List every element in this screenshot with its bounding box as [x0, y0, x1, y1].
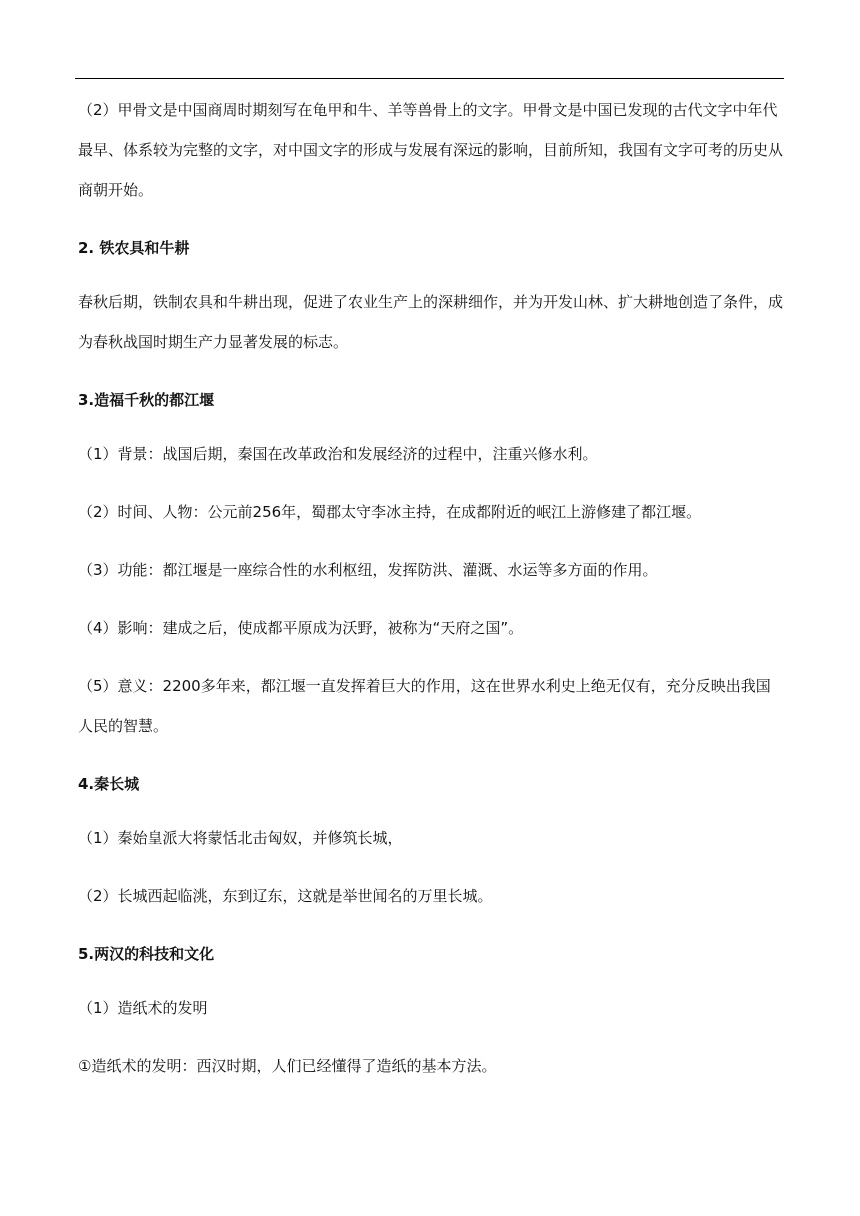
header-rule: [75, 78, 784, 79]
document-body: [78, 90, 784, 1104]
heading-dujiangyan: 3.造福千秋的都江堰: [78, 391, 215, 409]
paragraph-papermaking-title: （1）造纸术的发明: [78, 999, 208, 1017]
paragraph-great-wall-2: （2）长城西起临洮，东到辽东，这就是举世闻名的万里长城。: [78, 887, 493, 905]
paragraph-dujiangyan-function: （3）功能：都江堰是一座综合性的水利枢纽，发挥防洪、灌溉、水运等多方面的作用。: [78, 561, 658, 579]
paragraph-dujiangyan-time: （2）时间、人物：公元前256年，蜀郡太守李冰主持，在成都附近的岷江上游修建了都江堰。: [78, 503, 702, 521]
paragraph-iron-tools: 春秋后期，铁制农具和牛耕出现，促进了农业生产上的深耕细作，并为开发山林、扩大耕地创造了条件，成为春秋战国时期生产力显著发展的标志。: [78, 293, 784, 351]
paragraph-great-wall-1: （1）秦始皇派大将蒙恬北击匈奴，并修筑长城，: [78, 829, 403, 847]
paragraph-dujiangyan-background: （1）背景：战国后期，秦国在改革政治和发展经济的过程中，注重兴修水利。: [78, 445, 598, 463]
heading-iron-tools: 2. 铁农具和牛耕: [78, 239, 190, 257]
paragraph-dujiangyan-impact: （4）影响：建成之后，使成都平原成为沃野，被称为“天府之国”。: [78, 619, 524, 637]
heading-qin-great-wall: 4.秦长城: [78, 775, 140, 793]
paragraph-dujiangyan-significance: （5）意义：2200多年来，都江堰一直发挥着巨大的作用，这在世界水利史上绝无仅有，充分反映出我国人民的智慧。: [78, 677, 771, 735]
paragraph-papermaking-detail: ①造纸术的发明：西汉时期，人们已经懂得了造纸的基本方法。: [78, 1057, 497, 1075]
heading-han-tech-culture: 5.两汉的科技和文化: [78, 945, 215, 963]
paragraph-oracle-bone: （2）甲骨文是中国商周时期刻写在龟甲和牛、羊等兽骨上的文字。甲骨文是中国已发现的古代文字中年代最早、体系较为完整的文字，对中国文字的形成与发展有深远的影响，目前所知，我国有文字可考的历史从商朝开始。: [78, 101, 784, 199]
